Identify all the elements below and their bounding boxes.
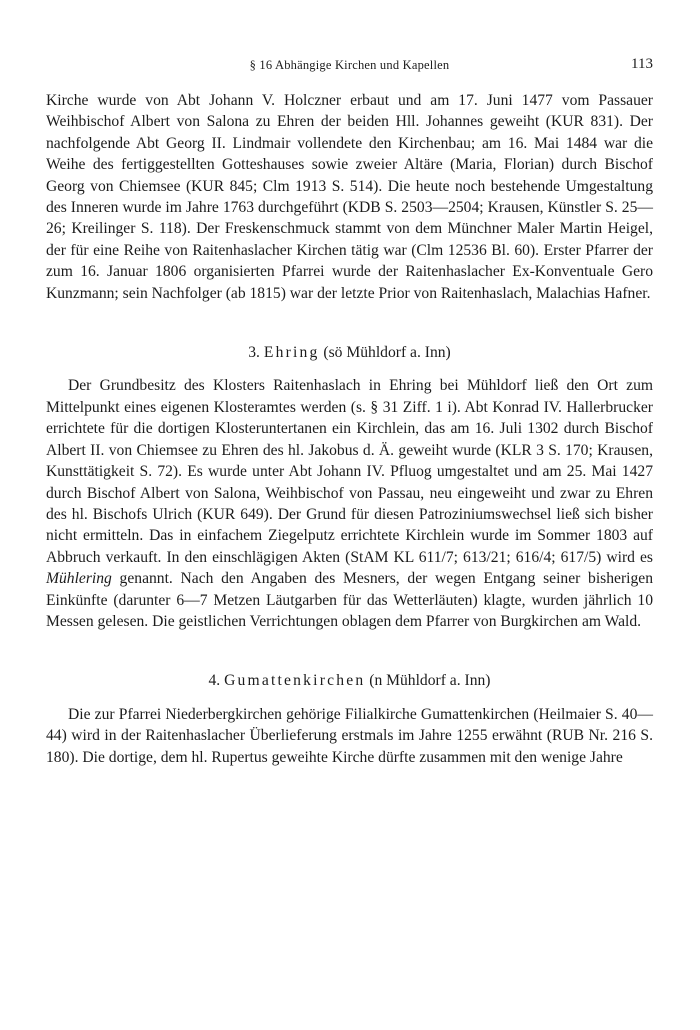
paragraph-text: genannt. Nach den Angaben des Mesners, der wegen Entgang seiner bisherigen Einkünfte (darunter 6—7 Metzen Läutgarben für das Wetterläuten) klagte, wurden jährlich 10 Messen gelesen. Die geistlichen Verrichtungen oblagen dem Pfarrer von Burgkirchen am Wald. <box>46 570 653 630</box>
section-heading-gumattenkirchen <box>46 670 653 691</box>
section-heading-ehring <box>46 342 653 363</box>
running-header <box>46 56 653 80</box>
italic-placename: Mühlering <box>46 570 112 588</box>
paragraph-gumattenkirchen: Die zur Pfarrei Niederbergkirchen gehörige Filialkirche Gumattenkirchen (Heilmaier S. 40—44) wird in der Raitenhaslacher Überlieferung erstmals im Jahre 1255 erwähnt (RUB Nr. 216 S. 180). Die dortige, dem hl. Rupertus geweihte Kirche dürfte zusammen mit den wenige Jahre <box>46 705 653 766</box>
page-number: 113 <box>631 56 653 72</box>
paragraph-continued: Kirche wurde von Abt Johann V. Holczner erbaut und am 17. Juni 1477 vom Passauer Weihbischof Albert von Salona zu Ehren der beiden Hll. Johannes geweiht (KUR 831). Der nachfolgende Abt Georg II. Lindmair vollendete den Kirchenbau; am 16. Mai 1484 war die Weihe des fertiggestellten Gotteshauses sowie zweier Altäre (Maria, Florian) durch Bischof Georg von Chiemsee (KUR 845; Clm 1913 S. 514). Die heute noch bestehende Umgestaltung des Inneren wurde im Jahre 1763 durchgeführt (KDB S. 2503—2504; Krausen, Künstler S. 25—26; Kreilinger S. 118). Der Freskenschmuck stammt von dem Münchner Maler Martin Heigel, der für eine Reihe von Raitenhaslacher Kirchen tätig war (Clm 12536 Bl. 60). Erster Pfarrer der zum 16. Januar 1806 organisierten Pfarrei wurde der Raitenhaslacher Ex-Konventuale Gero Kunzmann; sein Nachfolger (ab 1815) war der letzte Prior von Raitenhaslach, Malachias Hafner. <box>46 92 653 302</box>
section-location-note: (n Mühldorf a. Inn) <box>369 672 491 690</box>
paragraph-text: Der Grundbesitz des Klosters Raitenhaslach in Ehring bei Mühldorf ließ den Ort zum Mittelpunkt eines eigenen Klosteramtes werden (s. § 31 Ziff. 1 i). Abt Konrad IV. Hallerbrucker errichtete für die dortigen Klosteruntertanen ein Kirchlein, das am 16. Juli 1302 durch Bischof Albert II. von Chiemsee zu Ehren des hl. Jakobus d. Ä. geweiht wurde (KLR 3 S. 170; Krausen, Kunsttätigkeit S. 72). Es wurde unter Abt Johann IV. Pfluog umgestaltet und am 25. Mai 1427 durch Bischof Albert von Salona, Weihbischof von Passau, neu eingeweiht und zwar zu Ehren des hl. Bischofs Ulrich (KUR 649). Der Grund für diesen Patroziniumswechsel ließ sich bisher nicht ermitteln. Das in einfachem Ziegelputz errichtete Kirchlein wurde im Sommer 1803 auf Abbruch verkauft. In den einschlägigen Akten (StAM KL 611/7; 613/21; 616/4; 617/5) wird es <box>46 377 653 566</box>
section-place: Gumattenkirchen <box>224 672 366 690</box>
section-number: 4. <box>208 672 221 690</box>
section-number: 3. <box>248 344 260 362</box>
book-page <box>46 56 653 768</box>
section-place: Ehring <box>263 344 320 362</box>
section-location-note: (sö Mühldorf a. Inn) <box>323 344 451 362</box>
running-title: § 16 Abhängige Kirchen und Kapellen <box>249 58 450 72</box>
paragraph-ehring <box>46 375 653 632</box>
